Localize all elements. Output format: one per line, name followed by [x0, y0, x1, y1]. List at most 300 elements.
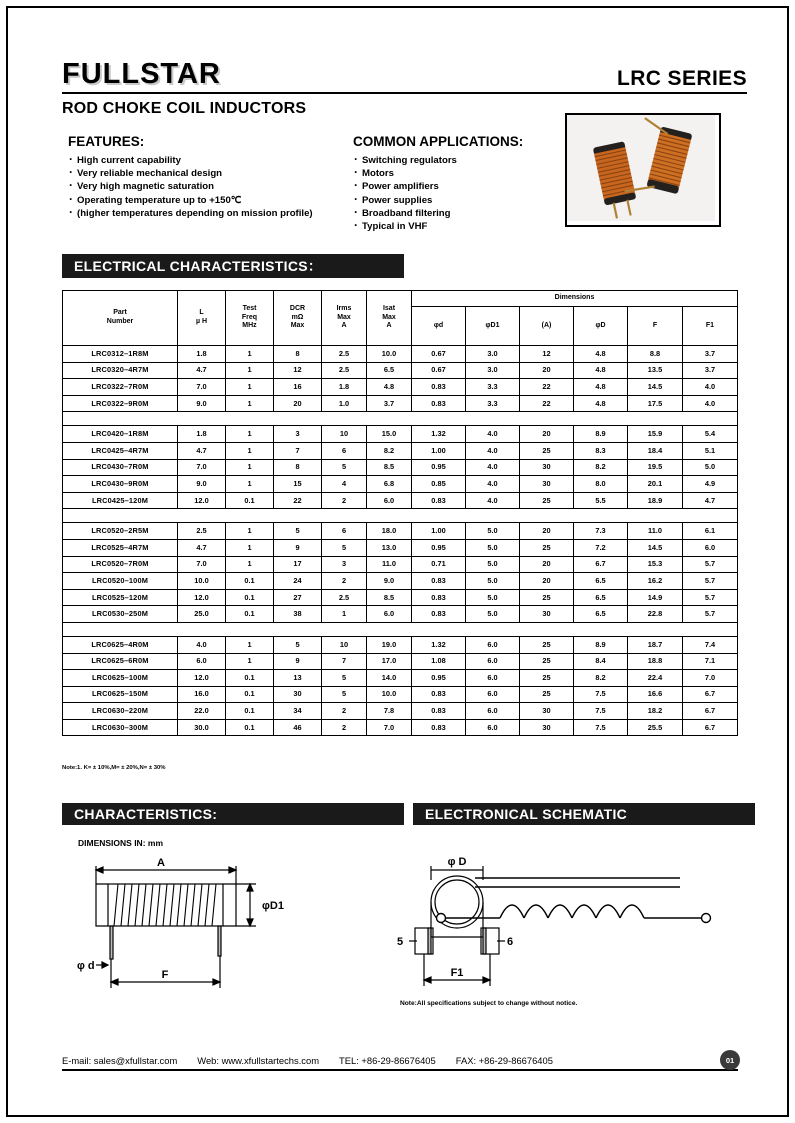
list-item: · Very high magnetic saturation — [68, 180, 353, 193]
cell-value: 8.2 — [574, 459, 628, 476]
cell-value: 12.0 — [178, 492, 226, 509]
cell-value: 4.0 — [466, 442, 520, 459]
header-divider — [62, 92, 747, 94]
cell-value: 1 — [226, 362, 274, 379]
table-row — [63, 636, 738, 653]
cell-value: 4.0 — [683, 395, 738, 412]
list-item: · Broadband filtering — [353, 207, 603, 220]
col-dcr — [274, 291, 322, 346]
cell-value: 0.1 — [226, 589, 274, 606]
col-label: Freq — [241, 313, 258, 321]
cell-value: 1 — [226, 476, 274, 493]
table-row — [63, 362, 738, 379]
company-logo: FULLSTAR — [62, 58, 221, 90]
cell-value: 2 — [322, 719, 367, 736]
cell-value: 1.00 — [412, 523, 466, 540]
table-row — [63, 459, 738, 476]
table-header-row — [63, 291, 738, 307]
cell-value: 25 — [520, 653, 574, 670]
dim-label-d-small: φ d — [77, 960, 95, 972]
cell-value: 12 — [274, 362, 322, 379]
cell-value: 0.83 — [412, 492, 466, 509]
cell-value: 18.7 — [628, 636, 683, 653]
cell-value: 16.0 — [178, 686, 226, 703]
cell-value: 30 — [520, 459, 574, 476]
cell-value: 2.5 — [322, 589, 367, 606]
table-group-spacer — [63, 509, 738, 523]
table-row — [63, 379, 738, 396]
cell-value: 10 — [322, 426, 367, 443]
cell-part-number: LRC0320–4R7M — [63, 362, 178, 379]
dim-label-pin-left: 5 — [397, 936, 404, 948]
table-row — [63, 589, 738, 606]
cell-value: 1 — [226, 426, 274, 443]
cell-part-number: LRC0625–100M — [63, 670, 178, 687]
table-row — [63, 442, 738, 459]
cell-value: 8.3 — [574, 442, 628, 459]
cell-value: 1 — [226, 459, 274, 476]
cell-value: 22.4 — [628, 670, 683, 687]
cell-value: 5.0 — [466, 589, 520, 606]
cell-part-number: LRC0625–6R0M — [63, 653, 178, 670]
cell-value: 4.7 — [683, 492, 738, 509]
cell-value: 1 — [226, 442, 274, 459]
col-label: L — [199, 309, 204, 317]
cell-value: 4.7 — [178, 539, 226, 556]
cell-value: 22 — [274, 492, 322, 509]
cell-value: 4.8 — [367, 379, 412, 396]
cell-value: 24 — [274, 573, 322, 590]
cell-value: 3.7 — [683, 362, 738, 379]
cell-part-number: LRC0322–7R0M — [63, 379, 178, 396]
dim-label-d1: φD1 — [262, 900, 284, 912]
cell-value: 15.0 — [367, 426, 412, 443]
cell-value: 16.2 — [628, 573, 683, 590]
cell-value: 7.0 — [683, 670, 738, 687]
footer-tel: TEL: +86-29-86676405 — [339, 1055, 436, 1066]
table-row — [63, 686, 738, 703]
cell-part-number: LRC0322–9R0M — [63, 395, 178, 412]
cell-value: 0.83 — [412, 686, 466, 703]
table-row — [63, 573, 738, 590]
cell-value: 7.5 — [574, 719, 628, 736]
cell-value: 8.2 — [574, 670, 628, 687]
cell-value: 3.3 — [466, 395, 520, 412]
applications-title: COMMON APPLICATIONS: — [353, 134, 524, 149]
cell-part-number: LRC0520–7R0M — [63, 556, 178, 573]
cell-value: 3 — [322, 556, 367, 573]
cell-part-number: LRC0530–250M — [63, 606, 178, 623]
cell-value: 30.0 — [178, 719, 226, 736]
electronical-schematic-drawing — [430, 860, 730, 980]
cell-part-number: LRC0430–7R0M — [63, 459, 178, 476]
mechanical-drawing-side-view — [70, 852, 400, 1017]
cell-value: 1 — [226, 636, 274, 653]
cell-value: 6.0 — [466, 719, 520, 736]
col-label: A — [386, 322, 392, 330]
cell-value: 0.67 — [412, 346, 466, 363]
cell-value: 5.5 — [574, 492, 628, 509]
cell-value: 1 — [226, 379, 274, 396]
cell-part-number: LRC0520–2R5M — [63, 523, 178, 540]
cell-value: 2.5 — [178, 523, 226, 540]
cell-value: 0.95 — [412, 670, 466, 687]
cell-value: 30 — [274, 686, 322, 703]
cell-value: 25 — [520, 442, 574, 459]
cell-value: 0.83 — [412, 379, 466, 396]
cell-value: 8.9 — [574, 636, 628, 653]
cell-value: 0.1 — [226, 703, 274, 720]
cell-value: 18.4 — [628, 442, 683, 459]
cell-value: 6.5 — [574, 589, 628, 606]
footer-web[interactable]: Web: www.xfullstartechs.com — [197, 1055, 320, 1066]
col-dim-dbig: φD — [574, 307, 628, 346]
cell-value: 20 — [520, 362, 574, 379]
cell-value: 25 — [520, 636, 574, 653]
list-item: · Power amplifiers — [353, 180, 603, 193]
page-number-badge: 01 — [720, 1050, 740, 1070]
col-label: Max — [382, 313, 396, 321]
cell-value: 14.5 — [628, 379, 683, 396]
cell-value: 30 — [520, 719, 574, 736]
section-header-characteristics: CHARACTERISTICS: — [62, 803, 404, 825]
cell-value: 11.0 — [628, 523, 683, 540]
cell-value: 4.8 — [574, 362, 628, 379]
cell-value: 1 — [226, 653, 274, 670]
cell-value: 7.2 — [574, 539, 628, 556]
list-item: · Very reliable mechanical design — [68, 167, 353, 180]
cell-value: 6.7 — [683, 686, 738, 703]
cell-value: 4.7 — [178, 442, 226, 459]
cell-value: 7.5 — [574, 686, 628, 703]
features-applications-block — [68, 134, 608, 233]
col-inductance — [178, 291, 226, 346]
features-list — [68, 154, 353, 220]
cell-value: 17.5 — [628, 395, 683, 412]
cell-value: 3 — [274, 426, 322, 443]
cell-value: 9 — [274, 539, 322, 556]
cell-value: 14.5 — [628, 539, 683, 556]
cell-value: 7.0 — [178, 459, 226, 476]
cell-value: 9.0 — [367, 573, 412, 590]
cell-value: 9.0 — [178, 476, 226, 493]
cell-value: 12 — [520, 346, 574, 363]
cell-value: 9.0 — [178, 395, 226, 412]
col-dim-d: φd — [412, 307, 466, 346]
cell-value: 8 — [274, 459, 322, 476]
table-note: Note:1. K= ± 10%,M= ± 20%,N= ± 30% — [62, 765, 166, 771]
cell-value: 4.8 — [574, 379, 628, 396]
features-column — [68, 134, 353, 233]
col-test-freq — [226, 291, 274, 346]
cell-value: 11.0 — [367, 556, 412, 573]
table-group-spacer — [63, 622, 738, 636]
cell-value: 7.0 — [367, 719, 412, 736]
dim-label-pin-right: 6 — [507, 936, 514, 948]
cell-value: 8.0 — [574, 476, 628, 493]
cell-value: 6.0 — [466, 670, 520, 687]
features-title: FEATURES: — [68, 134, 145, 149]
cell-value: 0.1 — [226, 686, 274, 703]
cell-value: 5.0 — [466, 523, 520, 540]
cell-value: 3.7 — [367, 395, 412, 412]
table-row — [63, 670, 738, 687]
cell-value: 4.0 — [466, 459, 520, 476]
cell-value: 13.0 — [367, 539, 412, 556]
col-dim-a: (A) — [520, 307, 574, 346]
table-row — [63, 492, 738, 509]
dim-label-d-big: φ D — [447, 856, 467, 868]
cell-value: 30 — [520, 476, 574, 493]
cell-value: 5.7 — [683, 556, 738, 573]
cell-part-number: LRC0520–100M — [63, 573, 178, 590]
cell-value: 6.7 — [574, 556, 628, 573]
list-item: · Switching regulators — [353, 154, 603, 167]
cell-value: 22.0 — [178, 703, 226, 720]
cell-value: 0.1 — [226, 492, 274, 509]
cell-value: 5.0 — [466, 556, 520, 573]
col-label: Test — [242, 305, 257, 313]
cell-value: 18.9 — [628, 492, 683, 509]
cell-value: 4.0 — [683, 379, 738, 396]
table-row — [63, 426, 738, 443]
cell-value: 25 — [520, 670, 574, 687]
cell-value: 34 — [274, 703, 322, 720]
cell-value: 6.0 — [466, 636, 520, 653]
table-row — [63, 523, 738, 540]
cell-value: 20 — [520, 426, 574, 443]
features-footnote: · (higher temperatures depending on mission profile) — [68, 207, 353, 220]
cell-part-number: LRC0525–4R7M — [63, 539, 178, 556]
cell-value: 3.3 — [466, 379, 520, 396]
dim-label-a: A — [157, 857, 165, 869]
cell-value: 15.3 — [628, 556, 683, 573]
section-header-electrical: ELECTRICAL CHARACTERISTICS： — [62, 254, 404, 278]
cell-value: 20 — [520, 523, 574, 540]
series-title: LRC SERIES — [616, 67, 747, 90]
cell-value: 4.9 — [683, 476, 738, 493]
cell-value: 13.5 — [628, 362, 683, 379]
cell-value: 25 — [520, 589, 574, 606]
cell-value: 0.95 — [412, 459, 466, 476]
cell-value: 0.1 — [226, 670, 274, 687]
cell-value: 1 — [226, 395, 274, 412]
cell-value: 5.0 — [683, 459, 738, 476]
cell-value: 18.0 — [367, 523, 412, 540]
table-row — [63, 606, 738, 623]
cell-value: 10.0 — [367, 686, 412, 703]
product-photo — [565, 113, 721, 227]
cell-value: 7.4 — [683, 636, 738, 653]
cell-value: 5 — [322, 670, 367, 687]
cell-part-number: LRC0630–220M — [63, 703, 178, 720]
cell-value: 5.4 — [683, 426, 738, 443]
cell-value: 4.8 — [574, 395, 628, 412]
footer-divider — [62, 1069, 738, 1071]
col-part-number — [63, 291, 178, 346]
cell-value: 6 — [322, 523, 367, 540]
cell-value: 8.4 — [574, 653, 628, 670]
cell-value: 3.0 — [466, 346, 520, 363]
cell-value: 15 — [274, 476, 322, 493]
cell-part-number: LRC0425–4R7M — [63, 442, 178, 459]
col-dim-f: F — [628, 307, 683, 346]
dim-label-f1: F1 — [450, 967, 464, 979]
cell-value: 25 — [520, 539, 574, 556]
cell-value: 0.83 — [412, 719, 466, 736]
cell-value: 6 — [322, 442, 367, 459]
col-dim-f1: F1 — [683, 307, 738, 346]
col-label: Max — [290, 322, 305, 330]
product-subtitle: ROD CHOKE COIL INDUCTORS — [62, 100, 307, 117]
cell-value: 5 — [274, 636, 322, 653]
col-label: Part — [113, 309, 127, 317]
cell-value: 0.83 — [412, 606, 466, 623]
cell-value: 3.0 — [466, 362, 520, 379]
cell-value: 30 — [520, 606, 574, 623]
cell-part-number: LRC0425–120M — [63, 492, 178, 509]
cell-value: 25.0 — [178, 606, 226, 623]
cell-value: 3.7 — [683, 346, 738, 363]
cell-value: 1.8 — [178, 426, 226, 443]
cell-value: 6.0 — [367, 606, 412, 623]
cell-value: 0.83 — [412, 703, 466, 720]
cell-value: 25.5 — [628, 719, 683, 736]
cell-value: 22.8 — [628, 606, 683, 623]
cell-value: 5 — [322, 459, 367, 476]
page-header — [62, 58, 747, 118]
cell-value: 22 — [520, 395, 574, 412]
cell-value: 0.1 — [226, 606, 274, 623]
cell-value: 1.32 — [412, 426, 466, 443]
footer-email[interactable]: E-mail: sales@xfullstar.com — [62, 1055, 178, 1066]
cell-value: 6.5 — [367, 362, 412, 379]
cell-value: 6.8 — [367, 476, 412, 493]
cell-value: 1 — [226, 523, 274, 540]
cell-value: 8.2 — [367, 442, 412, 459]
cell-value: 5.1 — [683, 442, 738, 459]
cell-value: 5 — [322, 686, 367, 703]
cell-value: 5.0 — [466, 606, 520, 623]
cell-value: 13 — [274, 670, 322, 687]
cell-value: 6.0 — [466, 653, 520, 670]
cell-value: 1 — [322, 606, 367, 623]
col-label: DCR — [289, 305, 306, 313]
list-item: · Power supplies — [353, 194, 603, 207]
cell-value: 6.5 — [574, 573, 628, 590]
col-label: mΩ — [291, 313, 304, 321]
table-row — [63, 476, 738, 493]
cell-value: 9 — [274, 653, 322, 670]
cell-value: 6.0 — [683, 539, 738, 556]
cell-value: 0.85 — [412, 476, 466, 493]
cell-value: 6.0 — [178, 653, 226, 670]
cell-value: 46 — [274, 719, 322, 736]
cell-value: 5 — [322, 539, 367, 556]
cell-value: 25 — [520, 686, 574, 703]
cell-value: 8.8 — [628, 346, 683, 363]
list-item: · High current capability — [68, 154, 353, 167]
cell-value: 0.67 — [412, 362, 466, 379]
cell-value: 20.1 — [628, 476, 683, 493]
dimensions-units-label: DIMENSIONS IN: mm — [78, 838, 164, 848]
table-row — [63, 346, 738, 363]
cell-value: 7.0 — [178, 556, 226, 573]
cell-value: 5.0 — [466, 573, 520, 590]
footer-fax: FAX: +86-29-86676405 — [455, 1055, 553, 1066]
cell-value: 8.5 — [367, 589, 412, 606]
table-row — [63, 719, 738, 736]
cell-value: 17 — [274, 556, 322, 573]
list-item: · Operating temperature up to +150℃ — [68, 194, 353, 207]
cell-part-number: LRC0625–4R0M — [63, 636, 178, 653]
cell-value: 4.0 — [466, 476, 520, 493]
cell-value: 4.0 — [466, 492, 520, 509]
col-label: MHz — [242, 322, 257, 330]
cell-value: 4.8 — [574, 346, 628, 363]
table-row — [63, 703, 738, 720]
electrical-characteristics-table — [62, 290, 738, 736]
list-item: · Motors — [353, 167, 603, 180]
cell-value: 5.7 — [683, 573, 738, 590]
cell-value: 1.8 — [322, 379, 367, 396]
cell-value: 4.0 — [466, 426, 520, 443]
cell-value: 0.83 — [412, 589, 466, 606]
col-isat — [367, 291, 412, 346]
cell-value: 18.2 — [628, 703, 683, 720]
cell-value: 6.0 — [466, 703, 520, 720]
col-label: A — [341, 322, 347, 330]
cell-value: 8.9 — [574, 426, 628, 443]
cell-value: 14.9 — [628, 589, 683, 606]
cell-value: 0.71 — [412, 556, 466, 573]
cell-value: 30 — [520, 703, 574, 720]
cell-value: 6.5 — [574, 606, 628, 623]
cell-value: 38 — [274, 606, 322, 623]
cell-value: 7.1 — [683, 653, 738, 670]
cell-value: 1.8 — [178, 346, 226, 363]
cell-value: 6.7 — [683, 719, 738, 736]
cell-value: 0.1 — [226, 573, 274, 590]
table-group-spacer — [63, 412, 738, 426]
cell-value: 6.0 — [367, 492, 412, 509]
cell-value: 8.5 — [367, 459, 412, 476]
cell-value: 2 — [322, 703, 367, 720]
cell-value: 7 — [274, 442, 322, 459]
cell-value: 1.08 — [412, 653, 466, 670]
cell-value: 10.0 — [367, 346, 412, 363]
cell-value: 4 — [322, 476, 367, 493]
cell-value: 2.5 — [322, 362, 367, 379]
cell-value: 20 — [520, 573, 574, 590]
cell-value: 0.83 — [412, 573, 466, 590]
col-irms — [322, 291, 367, 346]
cell-value: 27 — [274, 589, 322, 606]
table-row — [63, 539, 738, 556]
cell-value: 2 — [322, 573, 367, 590]
col-label: Irms — [336, 305, 352, 313]
col-dim-d1: φD1 — [466, 307, 520, 346]
table-row — [63, 556, 738, 573]
cell-value: 10.0 — [178, 573, 226, 590]
cell-part-number: LRC0630–300M — [63, 719, 178, 736]
cell-value: 22 — [520, 379, 574, 396]
cell-value: 16 — [274, 379, 322, 396]
cell-value: 0.83 — [412, 395, 466, 412]
section-header-schematic: ELECTRONICAL SCHEMATIC — [413, 803, 755, 825]
cell-value: 20 — [520, 556, 574, 573]
cell-value: 7.3 — [574, 523, 628, 540]
